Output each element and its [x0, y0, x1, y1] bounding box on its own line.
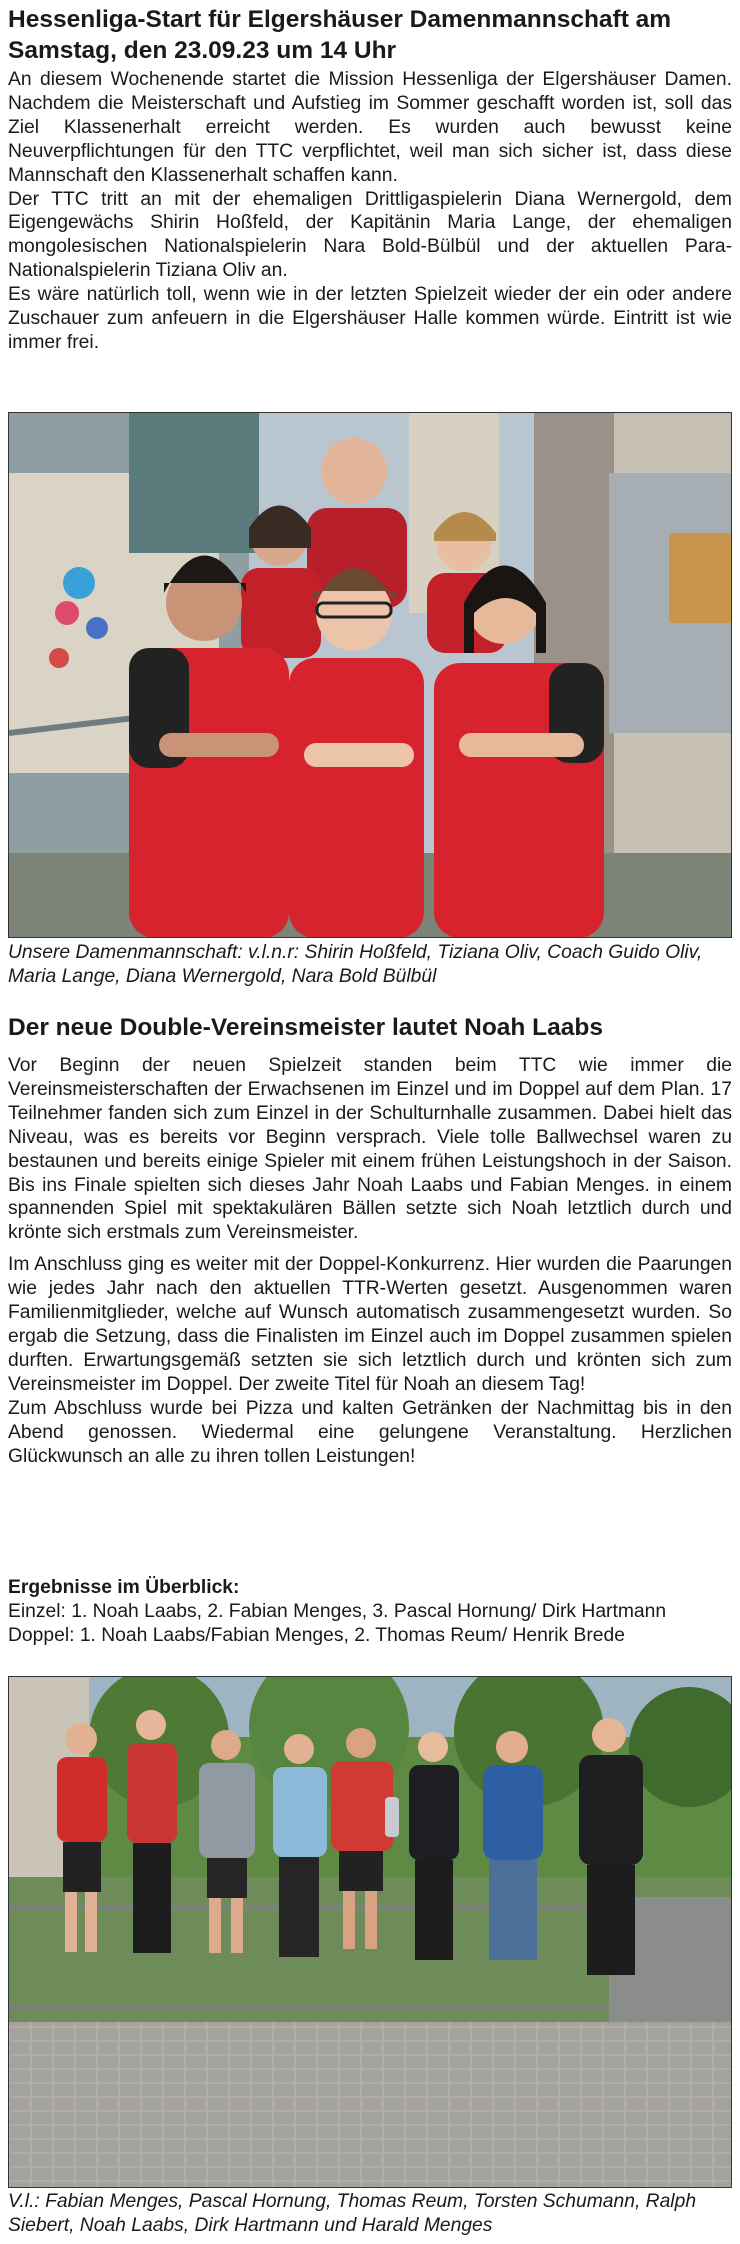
article1-paragraph: Der TTC tritt an mit der ehemaligen Drittligaspielerin Diana Wernergold, dem Eigengewächs Shirin Hoßfeld, der Kapitänin Maria Lange, der ehemaligen mongolesischen Nationalspielerin Nara Bold-Bülbül und der aktuellen Para-Nationalspielerin Tiziana Oliv an. [8, 188, 732, 282]
results-einzel: Einzel: 1. Noah Laabs, 2. Fabian Menges, 3. Pascal Hornung/ Dirk Hartmann [8, 1601, 667, 1622]
results-heading: Ergebnisse im Überblick: [8, 1577, 240, 1598]
article2-body [8, 1054, 732, 1468]
article2-paragraph: Im Anschluss ging es weiter mit der Doppel-Konkurrenz. Hier wurden die Paarungen wie jedes Jahr nach den aktuellen TTR-Werten gesetzt. Ausgenommen waren Familienmitglieder, welche auf Wunsch automatisch zusammengesetzt wurden. So ergab die Setzung, dass die Finalisten im Einzel auch im Doppel zusammen spielen durften. Erwartungsgemäß setzten sie sich letztlich durch und krönten sich zum Vereinsmeister im Doppel. Der zweite Titel für Noah an diesem Tag! [8, 1254, 732, 1395]
results-overview [8, 1576, 732, 1648]
club-champions-photo [8, 1676, 732, 2188]
article1-paragraph: Es wäre natürlich toll, wenn wie in der letzten Spielzeit wieder der ein oder andere Zuschauer zum anfeuern in die Elgershäuser Halle kommen würde. Eintritt ist wie immer frei. [8, 284, 732, 353]
article2-paragraph: Vor Beginn der neuen Spielzeit standen beim TTC wie immer die Vereinsmeisterschaften der Erwachsenen im Einzel und im Doppel auf dem Plan. 17 Teilnehmer fanden sich zum Einzel in der Schulturnhalle zusammen. Dabei hielt das Niveau, was es bereits vor Beginn versprach. Viele tolle Ballwechsel waren zu bestaunen und bereits einige Spieler mit einem frühen Leistungshoch in der Saison. Bis ins Finale spielten sich dieses Jahr Noah Laabs und Fabian Menges. in einem spannenden Spiel mit spektakulären Bällen setzte sich Noah letztlich durch und krönte sich erstmals zum Vereinsmeister. [8, 1055, 732, 1244]
photo-caption-champions: V.l.: Fabian Menges, Pascal Hornung, Thomas Reum, Torsten Schumann, Ralph Siebert, Noah Laabs, Dirk Hartmann und Harald Menges [8, 2191, 697, 2236]
results-doppel: Doppel: 1. Noah Laabs/Fabian Menges, 2. Thomas Reum/ Henrik Brede [8, 1625, 625, 1646]
article1-body [8, 68, 732, 355]
photo-caption-women: Unsere Damenmannschaft: v.l.n.r: Shirin Hoßfeld, Tiziana Oliv, Coach Guido Oliv, Maria Lange, Diana Wernergold, Nara Bold Bülbül [8, 942, 703, 987]
team-photo-women [8, 412, 732, 938]
article1-title: Hessenliga-Start für Elgershäuser Damenmannschaft am Samstag, den 23.09.23 um 14 Uhr [8, 6, 672, 64]
article1-paragraph: An diesem Wochenende startet die Mission Hessenliga der Elgershäuser Damen. Nachdem die Meisterschaft und Aufstieg im Sommer geschafft worden ist, soll das Ziel Klassenerhalt erreicht werden. Es wurden auch bewusst keine Neuverpflichtungen für den TTC verpflichtet, weil man sich sicher ist, dass diese Mannschaft den Klassenerhalt schaffen kann. [8, 69, 732, 186]
article2-paragraph: Zum Abschluss wurde bei Pizza und kalten Getränken der Nachmittag bis in den Abend genossen. Wiedermal eine gelungene Veranstaltung. Herzlichen Glückwunsch an alle zu ihren tollen Leistungen! [8, 1397, 732, 1467]
article2-title: Der neue Double-Vereinsmeister lautet Noah Laabs [8, 1014, 603, 1041]
